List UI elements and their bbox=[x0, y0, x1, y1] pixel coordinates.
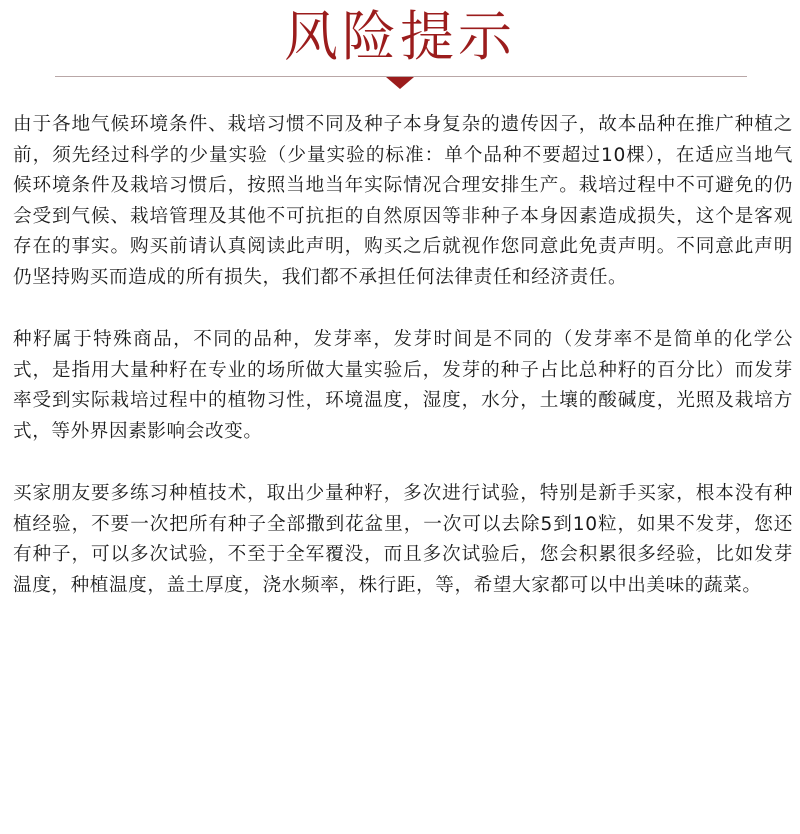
page-title: 风险提示 bbox=[284, 5, 516, 68]
page-header bbox=[0, 0, 800, 100]
notice-body bbox=[13, 110, 793, 601]
germination-paragraph: 种籽属于特殊商品，不同的品种，发芽率，发芽时间是不同的（发芽率不是简单的化学公式，是指用大量种籽在专业的场所做大量实验后，发芽的种子占比总种籽的百分比）而发芽率受到实际栽培过程中的植物习性，环境温度，湿度，水分，土壤的酸碱度，光照及栽培方式，等外界因素影响会改变。 bbox=[13, 329, 793, 442]
disclaimer-paragraph: 由于各地气候环境条件、栽培习惯不同及种子本身复杂的遗传因子，故本品种在推广种植之前，须先经过科学的少量实验（少量实验的标准：单个品种不要超过10棵），在适应当地气候环境条件及栽培习惯后，按照当地当年实际情况合理安排生产。栽培过程中不可避免的仍会受到气候、栽培管理及其他不可抗拒的自然原因等非种子本身因素造成损失，这个是客观存在的事实。购买前请认真阅读此声明，购买之后就视作您同意此免责声明。不同意此声明仍坚持购买而造成的所有损失，我们都不承担任何法律责任和经济责任。 bbox=[13, 114, 793, 288]
divider-triangle-marker bbox=[386, 77, 414, 89]
advice-paragraph: 买家朋友要多练习种植技术，取出少量种籽，多次进行试验，特别是新手买家，根本没有种植经验，不要一次把所有种子全部撒到花盆里，一次可以去除5到10粒，如果不发芽，您还有种子，可以多次试验，不至于全军覆没，而且多次试验后，您会积累很多经验，比如发芽温度，种植温度，盖土厚度，浇水频率，株行距，等，希望大家都可以中出美味的蔬菜。 bbox=[13, 483, 793, 596]
